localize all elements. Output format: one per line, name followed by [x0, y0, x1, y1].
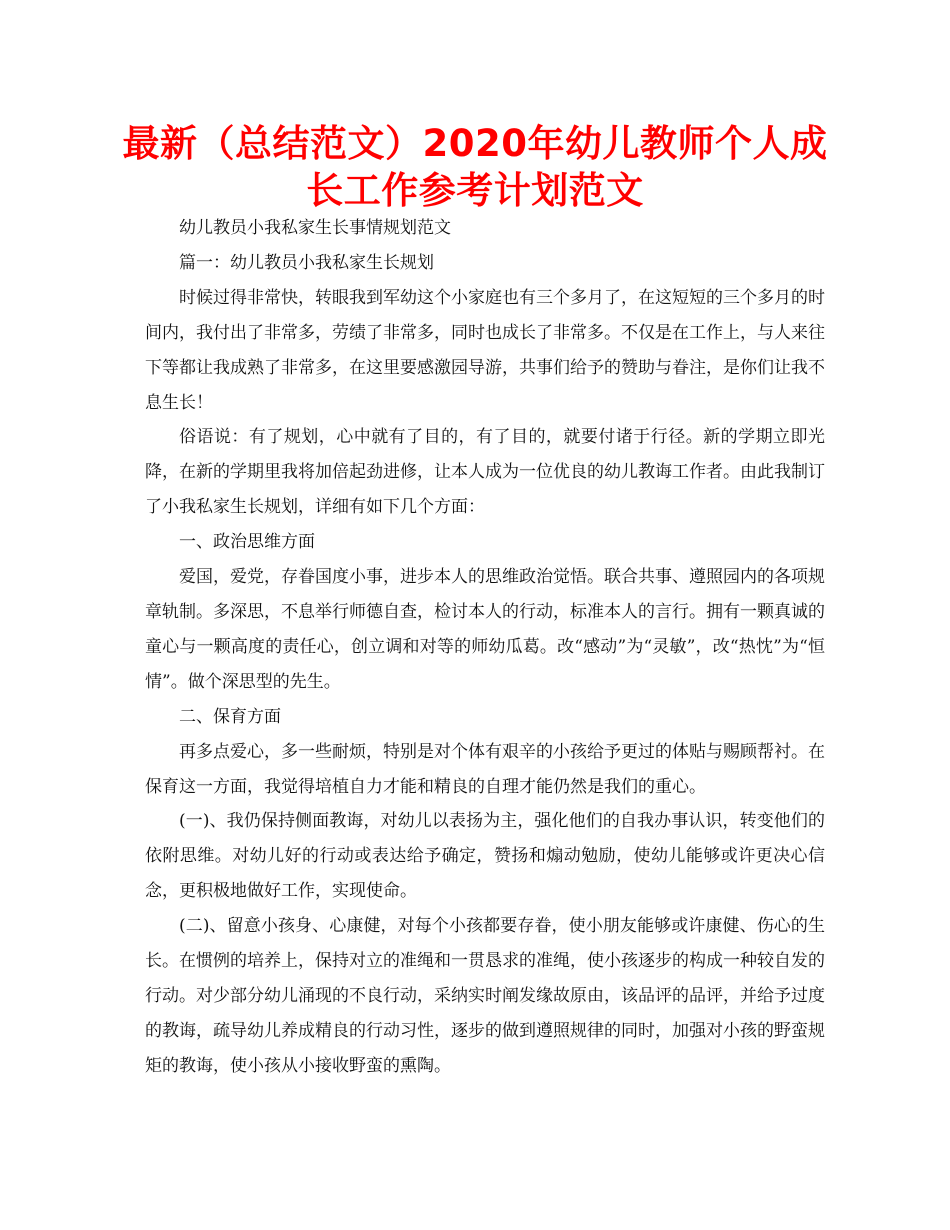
document-title: 最新（总结范文）2020年幼儿教师个人成长工作参考计划范文 [122, 122, 828, 212]
paragraph: 爱国，爱党，存眷国度小事，进步本人的思维政治觉悟。联合共事、遵照园内的各项规章轨制。多深思，不息举行师德自查，检讨本人的行动，标准本人的言行。拥有一颗真诚的童心与一颗高度的责任心，创立调和对等的师幼瓜葛。改“感动”为“灵敏”，改“热忱”为“恒情”。做个深思型的先生。 [145, 567, 825, 692]
paragraph-heading-care: 二、保育方面 [179, 706, 281, 727]
paragraph: (二)、留意小孩身、心康健，对每个小孩都要存眷，使小朋友能够或许康健、伤心的生长。在惯例的培养上，保持对立的准绳和一贯恳求的准绳，使小孩逐步的构成一种较自发的行动。对少部分幼儿涌现的不良行动，采纳实时阐发缘故原由，该品评的品评，并给予过度的教诲，疏导幼儿养成精良的行动习性，逐步的做到遵照规律的同时，加强对小孩的野蛮规矩的教诲，使小孩从小接收野蛮的熏陶。 [145, 916, 825, 1076]
document-body [145, 211, 825, 1084]
paragraph: 俗语说：有了规划，心中就有了目的，有了目的，就要付诸于行径。新的学期立即光降，在新的学期里我将加倍起劲进修，让本人成为一位优良的幼儿教诲工作者。由此我制订了小我私家生长规划，详细有如下几个方面： [145, 427, 825, 518]
paragraph: 再多点爱心，多一些耐烦，特别是对个体有艰辛的小孩给予更过的体贴与赐顾帮衬。在保育这一方面，我觉得培植自力才能和精良的自理才能仍然是我们的重心。 [145, 741, 825, 797]
paragraph-heading-politics: 一、政治思维方面 [179, 532, 315, 553]
paragraph-section-heading: 篇一：幼儿教员小我私家生长规划 [179, 252, 434, 273]
paragraph: (一)、我仍保持侧面教诲，对幼儿以表扬为主，强化他们的自我办事认识，转变他们的依附思维。对幼儿好的行动或表达给予确定，赞扬和煽动勉励，使幼儿能够或许更决心信念，更积极地做好工作，实现使命。 [145, 811, 825, 902]
paragraph-subtitle: 幼儿教员小我私家生长事情规划范文 [179, 218, 451, 238]
paragraph: 时候过得非常快，转眼我到军幼这个小家庭也有三个多月了，在这短短的三个多月的时间内，我付出了非常多，劳绩了非常多，同时也成长了非常多。不仅是在工作上，与人来往下等都让我成熟了非常多，在这里要感激园导游，共事们给予的赞助与眷注，是你们让我不息生长！ [145, 287, 825, 413]
